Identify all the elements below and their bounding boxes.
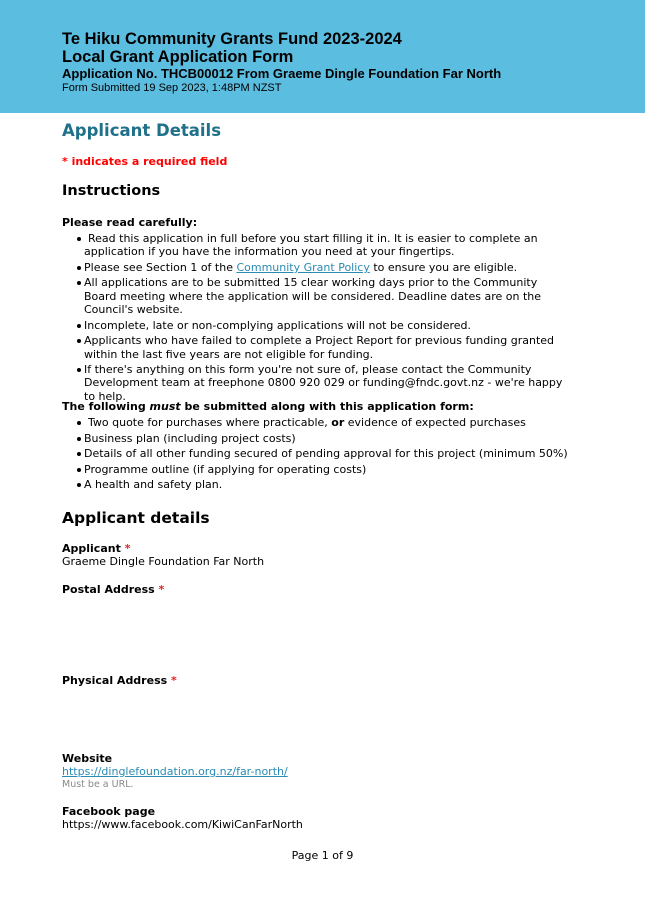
website-link[interactable]: https://dinglefoundation.org.nz/far-north/ [62, 765, 288, 778]
required-star: * [124, 542, 131, 555]
community-grant-policy-link[interactable]: Community Grant Policy [236, 260, 370, 274]
list-item: Programme outline (if applying for operating costs) [78, 463, 578, 476]
section-title: Applicant Details [62, 121, 222, 140]
applicant-label: Applicant * [62, 542, 131, 555]
website-label: Website [62, 752, 113, 765]
must-submit-list [78, 416, 578, 494]
facebook-value: https://www.facebook.com/KiwiCanFarNorth [62, 818, 303, 831]
form-title: Local Grant Application Form [62, 48, 294, 66]
required-star: * [158, 583, 165, 596]
physical-address-label: Physical Address * [62, 674, 177, 687]
list-item: All applications are to be submitted 15 clear working days prior to the Community Board meeting where the application will be considered. Deadline dates are on the Council's website. [78, 276, 563, 316]
page-header [0, 0, 645, 113]
list-item: Business plan (including project costs) [78, 432, 578, 445]
submitted-date: Form Submitted 19 Sep 2023, 1:48PM NZST [62, 82, 282, 94]
applicant-details-heading: Applicant details [62, 509, 210, 527]
application-line: Application No. THCB00012 From Graeme Dingle Foundation Far North [62, 66, 502, 81]
read-carefully-label: Please read carefully: [62, 216, 198, 229]
list-item: If there's anything on this form you're not sure of, please contact the Community Development team at freephone 0800 920 029 or funding@fndc.govt.nz - we're happy to help. [78, 363, 563, 403]
list-item: Read this application in full before you start filling it in. It is easier to complete an application if you have the information you need at your fingertips. [78, 232, 563, 259]
instructions-list [78, 232, 563, 405]
page-number: Page 1 of 9 [291, 849, 354, 862]
instructions-heading: Instructions [62, 183, 161, 199]
required-note: * indicates a required field [62, 155, 228, 168]
list-item: Applicants who have failed to complete a Project Report for previous funding granted within the last five years are not eligible for funding. [78, 334, 563, 361]
fund-title: Te Hiku Community Grants Fund 2023-2024 [62, 30, 402, 48]
list-item: A health and safety plan. [78, 478, 578, 491]
list-item: Details of all other funding secured of pending approval for this project (minimum 50%) [78, 447, 578, 460]
website-hint: Must be a URL. [62, 779, 134, 790]
list-item: Two quote for purchases where practicable, or evidence of expected purchases [78, 416, 578, 429]
list-item: Incomplete, late or non-complying applications will not be considered. [78, 319, 563, 332]
postal-address-label: Postal Address * [62, 583, 165, 596]
facebook-label: Facebook page [62, 805, 156, 818]
applicant-value: Graeme Dingle Foundation Far North [62, 555, 265, 568]
list-item: Please see Section 1 of the Community Grant Policy to ensure you are eligible. [78, 261, 563, 274]
must-submit-heading: The following must be submitted along with this application form: [62, 400, 474, 413]
required-star: * [171, 674, 177, 687]
